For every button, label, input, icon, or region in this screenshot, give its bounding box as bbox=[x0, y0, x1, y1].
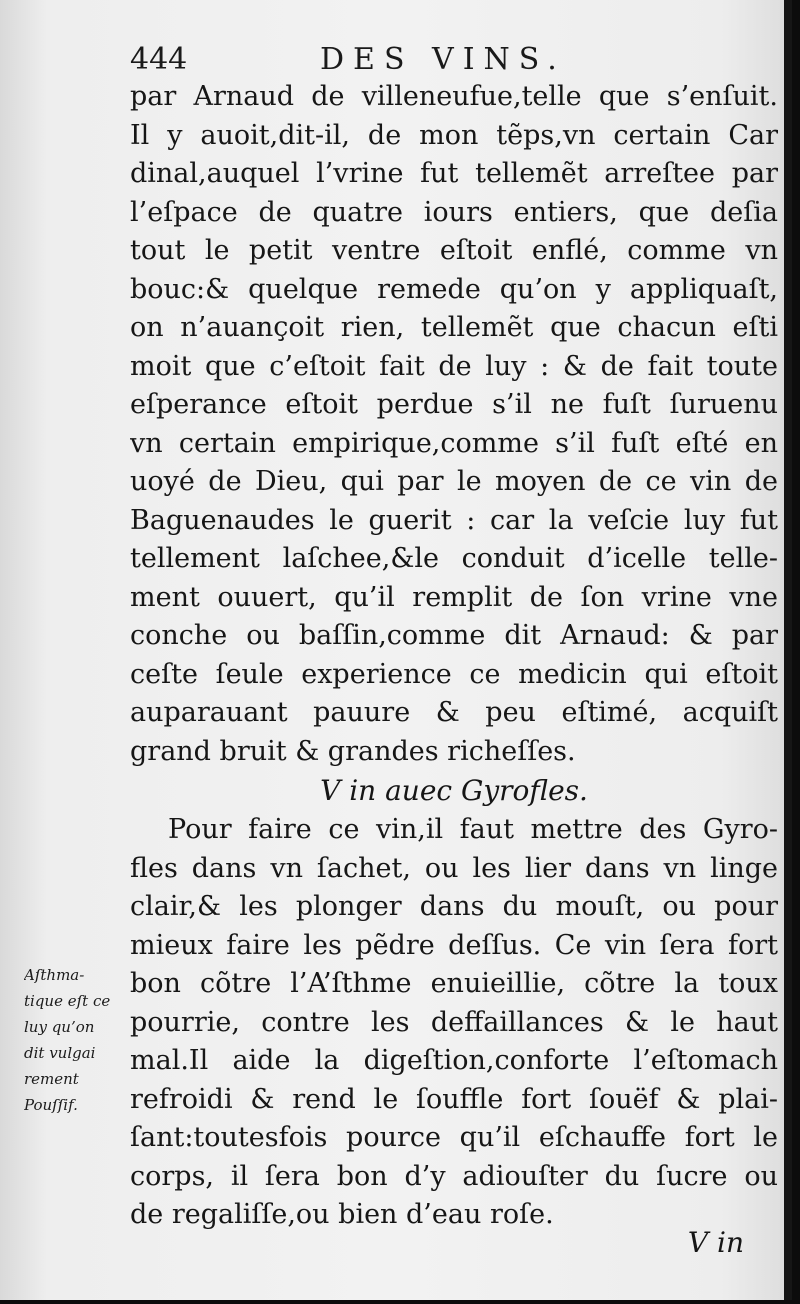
text-line: vn certain empirique,comme s’il fuſt eſté en bbox=[130, 427, 778, 459]
text-line: Baguenaudes le guerit : car la veſcie luy fut bbox=[130, 504, 778, 536]
margin-note-line: tique eſt ce bbox=[24, 992, 111, 1010]
main-text-block bbox=[130, 78, 778, 1235]
text-line: bouc:& quelque remede qu’on y appliquaſt, bbox=[130, 273, 778, 305]
text-line: clair,& les plonger dans du mouſt, ou pour bbox=[130, 891, 778, 922]
text-line: de regaliſſe,ou bien d’eau roſe. bbox=[130, 1199, 554, 1230]
text-line: Il y auoit,dit-il, de mon tẽps,vn certain Car bbox=[130, 119, 778, 151]
text-line: grand bruit & grandes richeſſes. bbox=[130, 735, 576, 767]
margin-note-line: luy qu’on bbox=[24, 1018, 95, 1036]
margin-note-line: Aſthma- bbox=[24, 966, 85, 984]
text-line: eſperance eſtoit perdue s’il ne fuſt ſuruenu bbox=[130, 389, 778, 420]
text-line: mal.Il aide la digeſtion,conforte l’eſtomach bbox=[130, 1045, 778, 1076]
margin-note-line: dit vulgai bbox=[24, 1044, 96, 1062]
margin-note-line: rement bbox=[24, 1070, 79, 1088]
text-line: auparauant pauure & peu eſtimé, acquiſt bbox=[130, 697, 778, 728]
text-line: conche ou baſſin,comme dit Arnaud: & par bbox=[130, 620, 778, 651]
text-line: uoyé de Dieu, qui par le moyen de ce vin de bbox=[130, 466, 778, 497]
text-line: ment ouuert, qu’il remplit de ſon vrine vne bbox=[130, 581, 778, 613]
text-line: par Arnaud de villeneufue,telle que s’enſuit. bbox=[130, 81, 778, 112]
page-header bbox=[130, 42, 770, 82]
text-line: mieux faire les pẽdre deſſus. Ce vin ſera fort bbox=[130, 929, 778, 961]
margin-note bbox=[24, 962, 128, 1118]
catchword: V in bbox=[687, 1226, 744, 1259]
section-heading: V in auec Gyrofles. bbox=[320, 774, 588, 807]
text-line: bon cõtre l’A’ſthme enuieillie, cõtre la toux bbox=[130, 968, 778, 999]
text-line: tout le petit ventre eſtoit enflé, comme vn bbox=[130, 235, 778, 266]
text-line: refroidi & rend le ſouffle fort ſouëf & plai- bbox=[130, 1083, 778, 1115]
text-line: ceſte ſeule experience ce medicin qui eſtoit bbox=[130, 658, 778, 690]
running-title: DES VINS. bbox=[320, 42, 566, 77]
text-line: moit que c’eſtoit fait de luy : & de fait toute bbox=[130, 350, 778, 382]
text-line: tellement laſchee,&le conduit d’icelle telle- bbox=[130, 543, 778, 574]
text-line: ſant:toutesfois pource qu’il eſchauffe fort le bbox=[130, 1122, 778, 1153]
text-line: on n’auançoit rien, tellemẽt que chacun eſti bbox=[130, 312, 778, 343]
text-line: l’eſpace de quatre iours entiers, que deſia bbox=[130, 196, 778, 228]
text-line: corps, il ſera bon d’y adiouſter du ſucre ou bbox=[130, 1160, 778, 1192]
margin-note-line: Pouſſif. bbox=[24, 1096, 78, 1114]
text-line: pourrie, contre les deffaillances & le haut bbox=[130, 1006, 778, 1038]
text-line: Pour faire ce vin,il faut mettre des Gyro- bbox=[168, 814, 778, 845]
page-number: 444 bbox=[130, 42, 188, 77]
text-line: fles dans vn ſachet, ou les lier dans vn linge bbox=[130, 852, 778, 884]
text-line: dinal,auquel l’vrine fut tellemẽt arreſtee par bbox=[130, 158, 778, 189]
